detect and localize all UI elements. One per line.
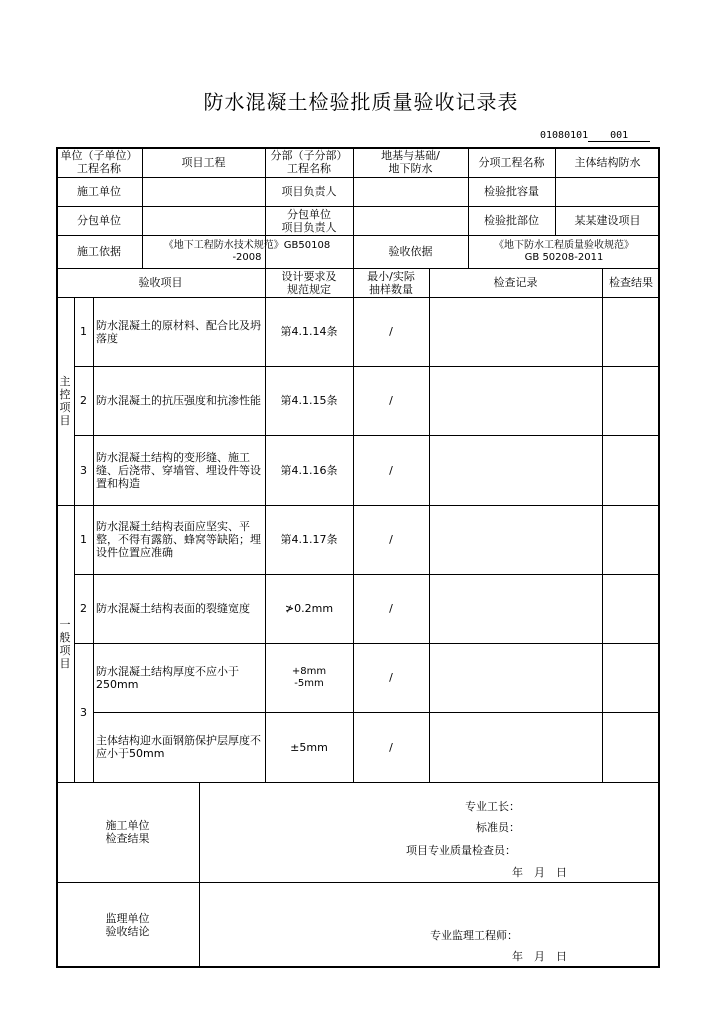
construction-unit-label: 施工单位 (77, 185, 121, 198)
subcontractor-value[interactable] (142, 206, 265, 235)
general-label: 一般项目 (59, 617, 71, 670)
gen-row-1-no: 1 (80, 533, 87, 546)
mc-row-1-req: 第4.1.14条 (280, 325, 338, 338)
basis-label: 施工依据 (77, 245, 121, 258)
col-requirement: 设计要求及 规范规定 (281, 269, 337, 296)
foreman-label: 专业工长： (465, 800, 520, 813)
batch-capacity-label: 检验批容量 (484, 185, 539, 198)
mc-row-1-no: 1 (80, 325, 87, 338)
form-code-serial: 001 (588, 130, 650, 142)
sub-manager-label: 分包单位 项目负责人 (281, 207, 337, 234)
gen-row-4-req: ±5mm (290, 740, 328, 754)
acceptance-basis-value: 《地下防水工程质量验收规范》 GB 50208-2011 (494, 239, 634, 263)
mc-row-3-req: 第4.1.16条 (280, 463, 338, 477)
gen-row-2-req: ≯0.2mm (284, 602, 334, 615)
sub-manager-value[interactable] (353, 206, 468, 235)
project-manager-value[interactable] (353, 177, 468, 206)
supervision-label: 监理单位 验收结论 (105, 911, 150, 938)
form-code (540, 130, 650, 142)
mc-row-3-sample: / (389, 463, 393, 477)
gen-row-3-req: +8mm -5mm (291, 665, 327, 689)
unit-project-label: 单位（子单位） 工程名称 (60, 149, 138, 175)
division-value: 地基与基础/ 地下防水 (381, 149, 440, 175)
gen-row-3-no: 3 (80, 706, 87, 719)
form-code-prefix: 01080101 (540, 130, 589, 141)
gen-row-1-req: 第4.1.17条 (280, 533, 338, 546)
mc-row-1-text: 防水混凝土的原材料、配合比及坍落度 (96, 318, 261, 345)
gen-row-3-text: 防水混凝土结构厚度不应小于250mm (96, 664, 239, 691)
col-record: 检查记录 (493, 276, 538, 289)
col-sampling: 最小/实际 抽样数量 (367, 269, 415, 296)
construction-unit-value[interactable] (142, 177, 265, 206)
supervision-engineer-label: 专业监理工程师： (430, 929, 518, 942)
main-control-group (56, 297, 74, 505)
division-label: 分部（子分部） 工程名称 (270, 149, 348, 175)
construction-check-label: 施工单位 检查结果 (105, 819, 150, 845)
subitem-value: 主体结构防水 (574, 155, 641, 169)
mc-row-2-no: 2 (80, 394, 87, 407)
general-group (56, 505, 74, 782)
mc-row-3-text: 防水混凝土结构的变形缝、施工缝、后浇带、穿墙管、埋设件等设置和构造 (96, 450, 261, 490)
mc-row-2-req: 第4.1.15条 (280, 394, 338, 407)
subitem-label: 分项工程名称 (478, 155, 545, 169)
subcontractor-label: 分包单位 (77, 214, 121, 227)
gen-row-1-sample: / (389, 533, 393, 546)
unit-project-value: 项目工程 (181, 155, 226, 169)
main-control-label: 主控项目 (59, 375, 71, 427)
batch-location-label: 检验批部位 (484, 214, 539, 227)
construction-date: 年 月 日 (512, 866, 567, 879)
gen-row-2-sample: / (389, 602, 393, 615)
batch-capacity-value[interactable] (555, 177, 660, 206)
mc-row-1-sample: / (389, 325, 393, 338)
gen-row-2-text: 防水混凝土结构表面的裂缝宽度 (96, 602, 250, 615)
gen-row-1-text: 防水混凝土结构表面应坚实、平整，不得有露筋、蜂窝等缺陷；埋设件位置应准确 (96, 520, 261, 559)
supervision-date: 年 月 日 (512, 950, 567, 963)
col-item: 验收项目 (138, 276, 183, 289)
basis-value: 《地下工程防水技术规范》GB50108 -2008 (163, 239, 331, 263)
mc-row-2-sample: / (389, 394, 393, 407)
gen-row-4-sample: / (389, 740, 393, 754)
gen-row-4-text: 主体结构迎水面钢筋保护层厚度不应小于50mm (96, 734, 261, 760)
page-title: 防水混凝土检验批质量验收记录表 (203, 90, 519, 114)
batch-location-value: 某某建设项目 (574, 214, 641, 227)
inspection-table (56, 147, 660, 968)
col-result: 检查结果 (609, 276, 653, 289)
acceptance-basis-label: 验收依据 (388, 245, 433, 258)
inspector-label: 项目专业质量检查员： (406, 844, 516, 857)
mc-row-2-text: 防水混凝土的抗压强度和抗渗性能 (96, 394, 261, 407)
standard-person-label: 标准员： (476, 821, 520, 834)
gen-row-3-sample: / (389, 671, 393, 684)
gen-row-2-no: 2 (80, 602, 87, 615)
project-manager-label: 项目负责人 (281, 185, 337, 198)
mc-row-3-no: 3 (80, 463, 87, 477)
